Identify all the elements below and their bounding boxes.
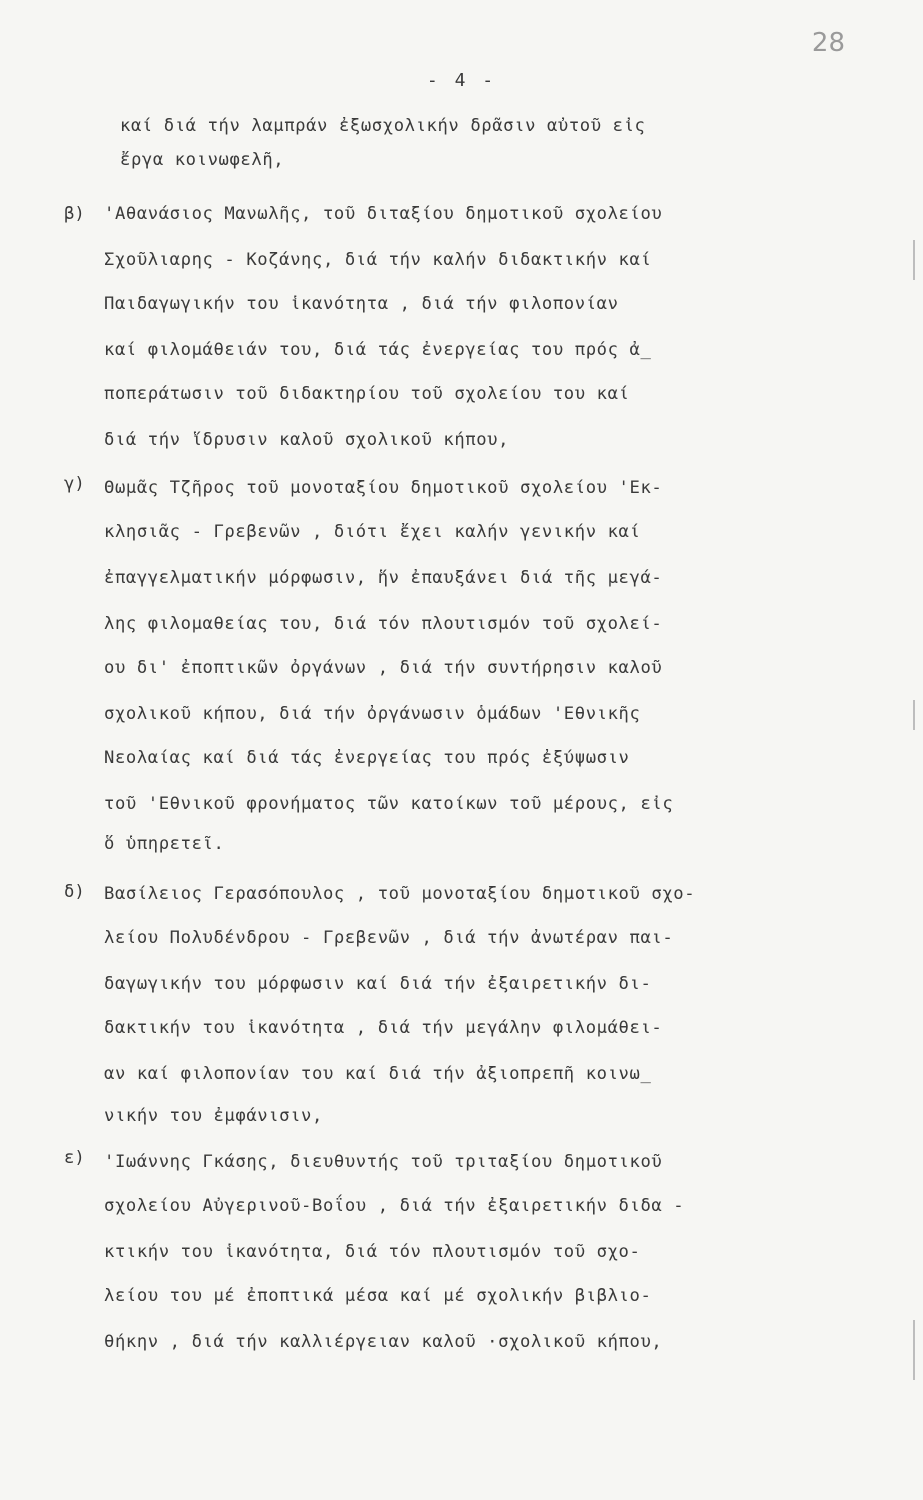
scan-edge-mark	[913, 240, 915, 280]
text-line: τοῦ 'Εθνικοῦ φρονήματος τῶν κατοίκων τοῦ μέρους, εἰς	[104, 794, 674, 814]
item-marker-delta: δ)	[64, 882, 85, 902]
text-line: θήκην , διά τήν καλλιέργειαν καλοῦ ·σχολικοῦ κήπου,	[104, 1332, 663, 1352]
item-marker-beta: β)	[64, 204, 85, 224]
text-line: δακτικήν του ἱκανότητα , διά τήν μεγάλην φιλομάθει-	[104, 1018, 663, 1038]
text-line: Σχοῦλιαρης - Κοζάνης, διά τήν καλήν διδακτικήν καί	[104, 250, 652, 270]
text-line: ἐπαγγελματικήν μόρφωσιν, ἥν ἐπαυξάνει διά τῆς μεγά-	[104, 568, 663, 588]
text-line: καί διά τήν λαμπράν ἐξωσχολικήν δρᾶσιν αὐτοῦ εἰς	[120, 116, 646, 136]
text-line: ποπεράτωσιν τοῦ διδακτηρίου τοῦ σχολείου του καί	[104, 384, 630, 404]
text-line: αν καί φιλοπονίαν του καί διά τήν ἀξιοπρεπῆ κοινω_	[104, 1064, 652, 1084]
text-line: 'Αθανάσιος Μανωλῆς, τοῦ διταξίου δημοτικοῦ σχολείου	[104, 204, 663, 224]
text-line: Θωμᾶς Τζῆρος τοῦ μονοταξίου δημοτικοῦ σχολείου 'Εκ-	[104, 478, 663, 498]
text-line: 'Ιωάννης Γκάσης, διευθυντής τοῦ τριταξίου δημοτικοῦ	[104, 1152, 663, 1172]
text-line: διά τήν ἵδρυσιν καλοῦ σχολικοῦ κήπου,	[104, 430, 510, 450]
scan-edge-mark	[913, 700, 915, 730]
item-marker-epsilon: ε)	[64, 1148, 85, 1168]
text-line: Βασίλειος Γερασόπουλος , τοῦ μονοταξίου δημοτικοῦ σχο-	[104, 884, 696, 904]
handwritten-page-mark: 28	[811, 28, 845, 58]
scan-edge-mark	[913, 1320, 915, 1380]
text-line: λης φιλομαθείας του, διά τόν πλουτισμόν τοῦ σχολεί-	[104, 614, 663, 634]
text-line: ἔργα κοινωφελῆ,	[120, 150, 285, 170]
page-number: - 4 -	[426, 70, 497, 91]
text-line: σχολείου Αὐγερινοῦ-Βοΐου , διά τήν ἐξαιρετικήν διδα -	[104, 1196, 685, 1216]
item-marker-gamma: γ)	[64, 474, 85, 494]
text-line: λείου του μέ ἐποπτικά μέσα καί μέ σχολικήν βιβλιο-	[104, 1286, 652, 1306]
text-line: καί φιλομάθειάν του, διά τάς ἐνεργείας του πρός ἀ_	[104, 340, 652, 360]
text-line: Νεολαίας καί διά τάς ἐνεργείας του πρός ἐξύψωσιν	[104, 748, 630, 768]
text-line: κλησιᾶς - Γρεβενῶν , διότι ἔχει καλήν γενικήν καί	[104, 522, 641, 542]
text-line: λείου Πολυδένδρου - Γρεβενῶν , διά τήν ἀνωτέραν παι-	[104, 928, 674, 948]
text-line: σχολικοῦ κήπου, διά τήν ὀργάνωσιν ὁμάδων 'Εθνικῆς	[104, 704, 641, 724]
text-line: Παιδαγωγικήν του ἱκανότητα , διά τήν φιλοπονίαν	[104, 294, 619, 314]
text-line: δαγωγικήν του μόρφωσιν καί διά τήν ἐξαιρετικήν δι-	[104, 974, 652, 994]
text-line: κτικήν του ἱκανότητα, διά τόν πλουτισμόν τοῦ σχο-	[104, 1242, 641, 1262]
text-line: νικήν του ἐμφάνισιν,	[104, 1106, 323, 1126]
text-line: ου δι' ἐποπτικῶν ὀργάνων , διά τήν συντήρησιν καλοῦ	[104, 658, 663, 678]
text-line: ὅ ὑπηρετεῖ.	[104, 834, 225, 854]
